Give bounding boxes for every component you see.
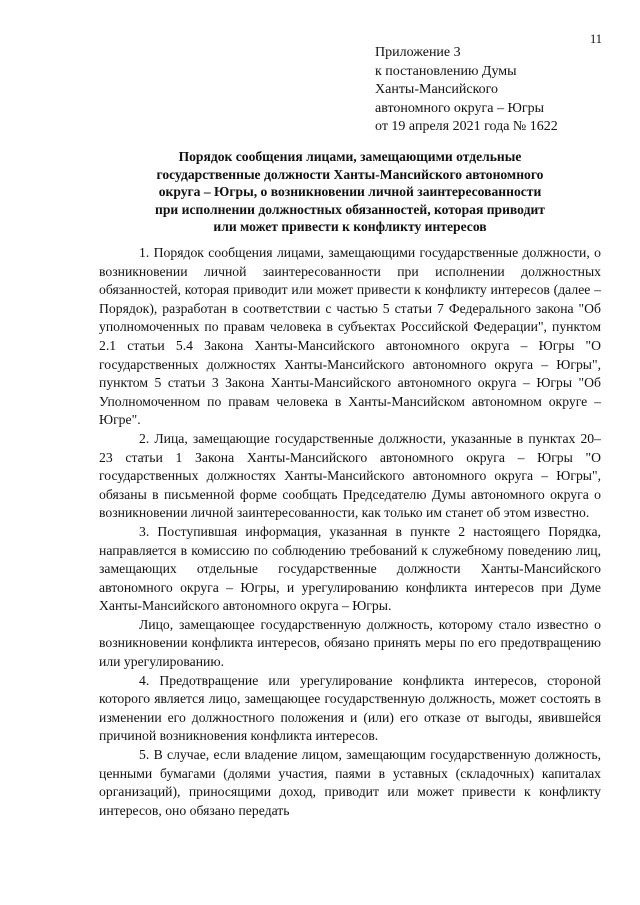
appendix-line: Приложение 3 <box>375 45 461 60</box>
title-line: округа – Югры, о возникновении личной заинтересованности <box>158 184 542 199</box>
paragraph-3: 3. Поступившая информация, указанная в пункте 2 настоящего Порядка, направляется в комиссию по соблюдению требований к служебному поведению лиц, замещающих отдельные государственные должности Ханты-Мансийского автономного округа – Югры, и урегулированию конфликта интересов при Думе Ханты-Мансийского автономного округа – Югры. <box>99 523 601 614</box>
paragraph-1: 1. Порядок сообщения лицами, замещающими государственные должности, о возникновении личной заинтересованности при исполнении должностных обязанностей, которая приводит или может привести к конфликту интересов (далее – Порядок), разработан в соответствии с частью 5 статьи 7 Федерального закона "Об уполномоченных по правам человека в субъектах Российской Федерации", пунктом 2.1 статьи 5.4 Закона Ханты-Мансийского автономного округа – Югры "О государственных должностях Ханты-Мансийского автономного округа – Югры", пунктом 5 статьи 3 Закона Ханты-Мансийского автономного округа – Югры "Об Уполномоченном по правам человека в Ханты-Мансийском автономном округе – Югре". <box>99 245 601 428</box>
document-title <box>120 148 580 236</box>
document-body <box>99 244 601 820</box>
appendix-line: автономного округа – Югры <box>375 100 544 116</box>
appendix-header <box>375 44 615 137</box>
title-line: государственные должности Ханты-Мансийского автономного <box>156 166 544 182</box>
title-line: при исполнении должностных обязанностей, которая приводит <box>155 201 545 217</box>
appendix-line: от 19 апреля 2021 года № 1622 <box>375 119 558 135</box>
paragraph-5: 5. В случае, если владение лицом, замещающим государственную должность, ценными бумагами (долями участия, паями в уставных (складочных) капиталах организаций), приносящими доход, приводит или может привести к конфликту интересов, оно обязано передать <box>99 747 601 818</box>
title-line: или может привести к конфликту интересов <box>213 219 487 234</box>
paragraph-2: 2. Лица, замещающие государственные должности, указанные в пунктах 20–23 статьи 1 Закона Ханты-Мансийского автономного округа – Югры "О государственных должностях Ханты-Мансийского автономного округа – Югры", обязаны в письменной форме сообщать Председателю Думы автономного округа о возникновении личной заинтересованности, как только им станет об этом известно. <box>99 430 601 521</box>
title-line: Порядок сообщения лицами, замещающими отдельные <box>178 149 522 164</box>
appendix-line: к постановлению Думы <box>375 63 517 79</box>
paragraph-4: 4. Предотвращение или урегулирование конфликта интересов, стороной которого является лицо, замещающее государственную должность, может состоять в изменении его должностного положения и (или) его отказе от выгоды, явившейся причиной возникновения конфликта интересов. <box>99 672 601 744</box>
page-number: 11 <box>590 32 603 46</box>
paragraph-3-continuation: Лицо, замещающее государственную должность, которому стало известно о возникновении конфликта интересов, обязано принять меры по его предотвращению или урегулированию. <box>99 616 601 670</box>
appendix-line: Ханты-Мансийского <box>375 82 499 98</box>
